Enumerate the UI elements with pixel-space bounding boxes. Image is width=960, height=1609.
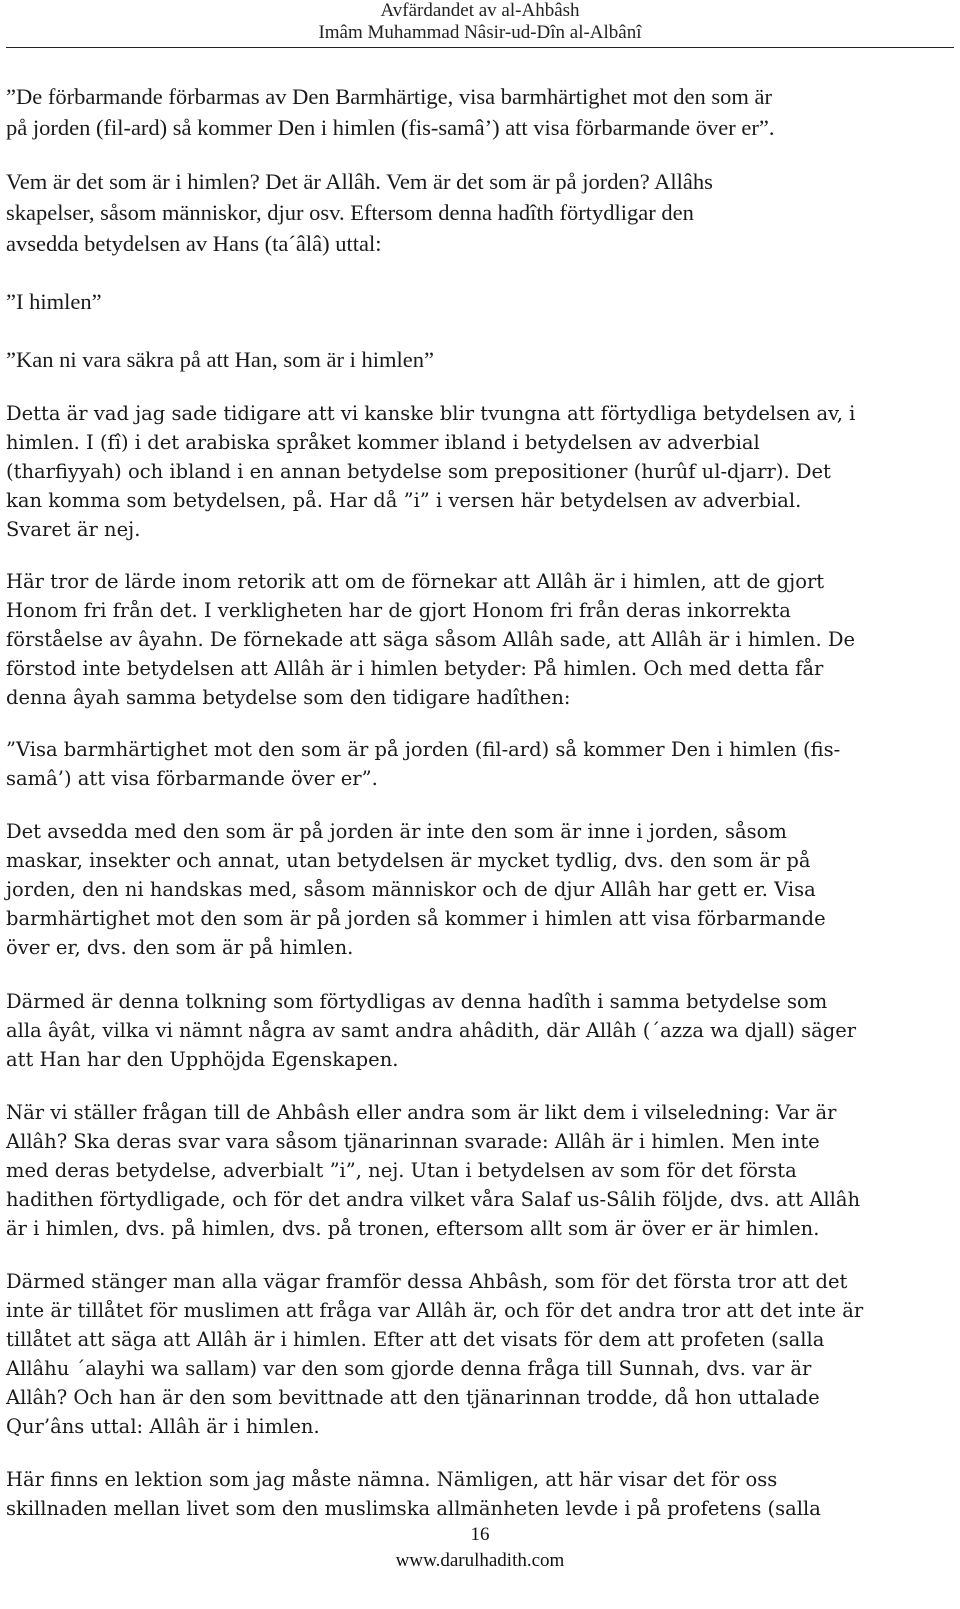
text-line: Vem är det som är i himlen? Det är Allâh. Vem är det som är på jorden? Allâhs: [6, 169, 713, 194]
text-line: Här finns en lektion som jag måste nämna. Nämligen, att här visar det för oss: [6, 1468, 778, 1491]
text-line: förstod inte betydelsen att Allâh är i himlen betyder: På himlen. Och med detta får: [6, 657, 824, 680]
footer-website: www.darulhadith.com: [395, 1550, 565, 1571]
text-line: Därmed är denna tolkning som förtydligas av denna hadîth i samma betydelse som: [6, 990, 828, 1013]
text-line: avsedda betydelsen av Hans (ta´âlâ) uttal:: [6, 231, 382, 256]
text-line: är i himlen, dvs. på himlen, dvs. på tronen, eftersom allt som är över er är himlen.: [6, 1217, 820, 1240]
text-line: skillnaden mellan livet som den muslimska allmänheten levde i på profetens (salla: [6, 1497, 821, 1520]
header-divider: [6, 47, 954, 48]
text-line: inte är tillåtet för muslimen att fråga var Allâh är, och för det andra tror att det inte är: [6, 1299, 864, 1322]
paragraph: [6, 399, 960, 544]
paragraph: [6, 817, 960, 962]
text-line: När vi ställer frågan till de Ahbâsh eller andra som är likt dem i vilseledning: Var är: [6, 1101, 837, 1124]
text-line: alla âyât, vilka vi nämnt några av samt andra ahâdith, där Allâh (´azza wa djall) säger: [6, 1019, 857, 1042]
text-line: Svaret är nej.: [6, 518, 141, 541]
paragraph: [6, 166, 960, 259]
text-line: ”I himlen”: [6, 289, 102, 314]
text-line: samâ’) att visa förbarmande över er”.: [6, 767, 378, 790]
text-line: på jorden (fil-ard) så kommer Den i himlen (fis-samâ’) att visa förbarmande över er”.: [6, 115, 775, 140]
text-line: Därmed stänger man alla vägar framför dessa Ahbâsh, som för det första tror att det: [6, 1270, 848, 1293]
paragraph: [6, 1465, 960, 1523]
text-line: ”De förbarmande förbarmas av Den Barmhärtige, visa barmhärtighet mot den som är: [6, 84, 772, 109]
page-number: 16: [470, 1524, 490, 1545]
text-line: att Han har den Upphöjda Egenskapen.: [6, 1048, 399, 1071]
paragraph: [6, 987, 960, 1074]
text-line: Detta är vad jag sade tidigare att vi kanske blir tvungna att förtydliga betydelsen av, i: [6, 402, 856, 425]
text-line: ”Kan ni vara säkra på att Han, som är i himlen”: [6, 347, 434, 372]
text-line: ”Visa barmhärtighet mot den som är på jorden (fil-ard) så kommer Den i himlen (fis-: [6, 738, 841, 761]
text-line: Honom fri från det. I verkligheten har de gjort Honom fri från deras inkorrekta: [6, 599, 791, 622]
text-line: maskar, insekter och annat, utan betydelsen är mycket tydlig, dvs. den som är på: [6, 849, 811, 872]
text-line: med deras betydelse, adverbialt ”i”, nej. Utan i betydelsen av som för det första: [6, 1159, 797, 1182]
document-body: [6, 58, 960, 1523]
text-line: Här tror de lärde inom retorik att om de förnekar att Allâh är i himlen, att de gjort: [6, 570, 825, 593]
text-line: skapelser, såsom människor, djur osv. Eftersom denna hadîth förtydligar den: [6, 200, 694, 225]
running-footer: [0, 1523, 960, 1572]
paragraph: [6, 1098, 960, 1243]
text-line: Allâh? Ska deras svar vara såsom tjänarinnan svarade: Allâh är i himlen. Men inte: [6, 1130, 820, 1153]
text-line: himlen. I (fî) i det arabiska språket kommer ibland i betydelsen av adverbial: [6, 431, 760, 454]
text-line: förståelse av âyahn. De förnekade att säga såsom Allâh sade, att Allâh är i himlen. De: [6, 628, 856, 651]
header-author: Imâm Muhammad Nâsir-ud-Dîn al-Albânî: [318, 22, 642, 43]
text-line: Qur’âns uttal: Allâh är i himlen.: [6, 1415, 320, 1438]
paragraph: [6, 81, 960, 143]
paragraph: [6, 344, 960, 375]
text-line: Det avsedda med den som är på jorden är inte den som är inne i jorden, såsom: [6, 820, 787, 843]
header-title: Avfärdandet av al-Ahbâsh: [380, 0, 580, 21]
text-line: (tharfiyyah) och ibland i en annan betydelse som prepositioner (hurûf ul-djarr). Det: [6, 460, 831, 483]
paragraph: [6, 286, 960, 317]
text-line: Allâhu ´alayhi wa sallam) var den som gjorde denna fråga till Sunnah, dvs. var är: [6, 1357, 812, 1380]
running-header: [0, 0, 960, 44]
text-line: kan komma som betydelsen, på. Har då ”i” i versen här betydelsen av adverbial.: [6, 489, 802, 512]
text-line: barmhärtighet mot den som är på jorden så kommer i himlen att visa förbarmande: [6, 907, 826, 930]
text-line: över er, dvs. den som är på himlen.: [6, 936, 354, 959]
paragraph: [6, 1267, 960, 1441]
text-line: tillåtet att säga att Allâh är i himlen. Efter att det visats för dem att profeten (salla: [6, 1328, 825, 1351]
text-line: hadithen förtydligade, och för det andra vilket våra Salaf us-Sâlih följde, dvs. att Allâh: [6, 1188, 861, 1211]
paragraph: [6, 735, 960, 793]
text-line: Allâh? Och han är den som bevittnade att den tjänarinnan trodde, då hon uttalade: [6, 1386, 820, 1409]
text-line: denna âyah samma betydelse som den tidigare hadîthen:: [6, 686, 571, 709]
paragraph: [6, 567, 960, 712]
text-line: jorden, den ni handskas med, såsom människor och de djur Allâh har gett er. Visa: [6, 878, 816, 901]
